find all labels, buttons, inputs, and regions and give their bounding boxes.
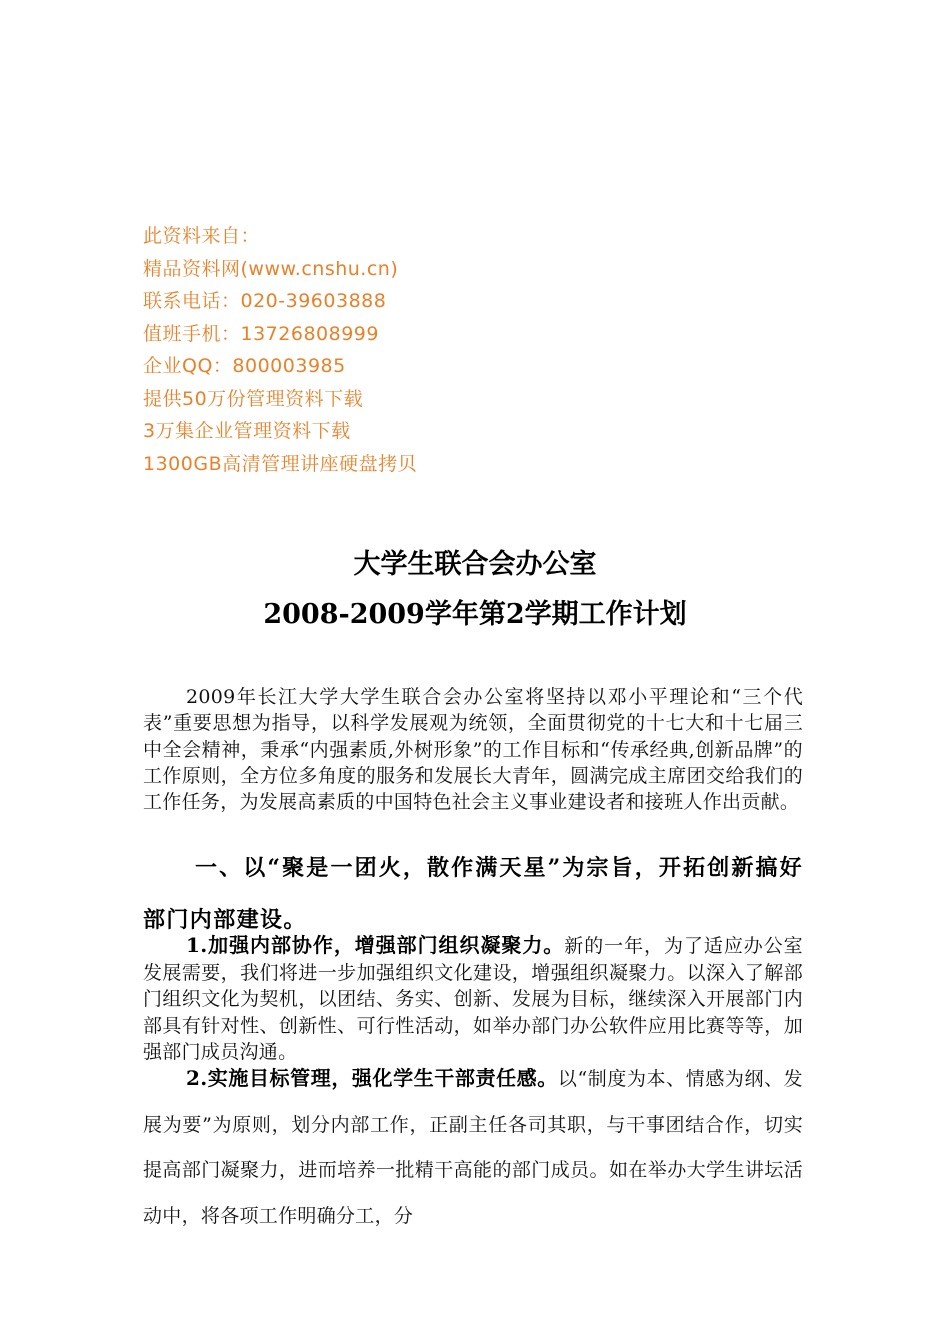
source-info-block <box>143 220 643 480</box>
section-1-heading: 一、以“聚是一团火，散作满天星”为宗旨，开拓创新搞好部门内部建设。 <box>143 855 803 933</box>
item-1-text: 新的一年，为了适应办公室发展需要，我们将进一步加强组织文化建设，增强组织凝聚力。以深入了解部门组织文化为契机，以团结、务实、创新、发展为目标，继续深入开展部门内部具有针对性、创新性、可行性活动，如举办部门办公软件应用比赛等等，加强部门成员沟通。 <box>143 935 803 1063</box>
source-line-offer-1: 提供50万份管理资料下载 <box>143 387 364 410</box>
source-line-intro: 此资料来自： <box>143 225 261 247</box>
source-line-qq: 企业QQ：800003985 <box>143 355 346 377</box>
item-2-lead: 2.实施目标管理，强化学生干部责任感。 <box>186 1066 558 1090</box>
document-title: 大学生联合会办公室 <box>353 549 597 580</box>
document-subtitle: 2008-2009学年第2学期工作计划 <box>263 599 687 630</box>
item-1-paragraph <box>143 932 803 1066</box>
item-2-paragraph <box>143 1056 803 1239</box>
source-line-offer-2: 3万集企业管理资料下载 <box>143 420 351 442</box>
source-line-phone: 联系电话：020-39603888 <box>143 290 387 312</box>
source-line-mobile: 值班手机：13726808999 <box>143 322 379 345</box>
source-line-website: 精品资料网(www.cnshu.cn) <box>143 257 399 280</box>
source-line-offer-3: 1300GB高清管理讲座硬盘拷贝 <box>143 452 418 475</box>
item-1-lead: 1.加强内部协作，增强部门组织凝聚力。 <box>186 933 565 957</box>
intro-paragraph: 2009年长江大学大学生联合会办公室将坚持以邓小平理论和“三个代表”重要思想为指导，以科学发展观为统领，全面贯彻党的十七大和十七届三中全会精神，秉承“内强素质,外树形象”的工作目标和“传承经典,创新品牌”的工作原则，全方位多角度的服务和发展长大青年，圆满完成主席团交给我们的工作任务，为发展高素质的中国特色社会主义事业建设者和接班人作出贡献。 <box>143 686 803 814</box>
item-2-text: 以“制度为本、情感为纲、发展为要”为原则，划分内部工作，正副主任各司其职，与干事团结合作，切实提高部门凝聚力，进而培养一批精干高能的部门成员。如在举办大学生讲坛活动中，将各项工作明确分工，分 <box>143 1068 803 1227</box>
